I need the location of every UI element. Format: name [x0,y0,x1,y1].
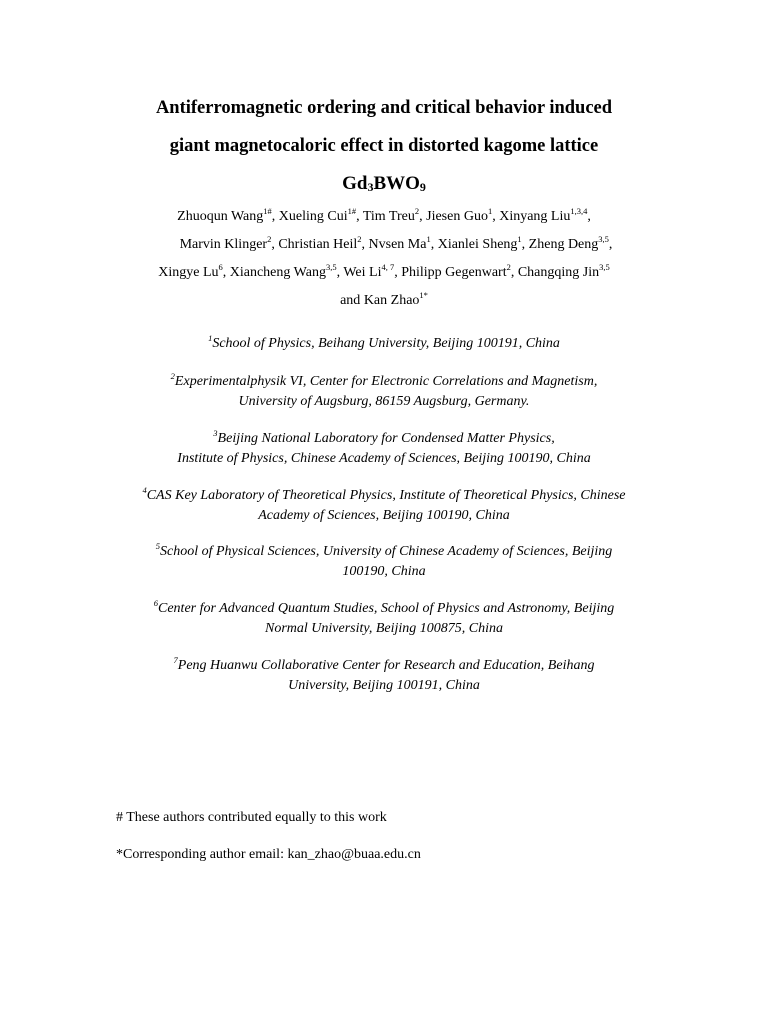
formula-element-gd: Gd [342,173,368,194]
affiliation-5: $^5$School of Physical Sciences, University of Chinese Academy of Sciences, Beijing 100190, China [155,541,613,579]
corresponding-author-note: *Corresponding author email: kan_zhao@buaa.edu.cn [116,847,421,862]
author: Changqing Jin$^{3,5}$ [517,262,610,280]
title-formula [0,173,768,195]
author: Philipp Gegenwart$^2$, [401,262,518,280]
author: Tim Treu$^2$, [362,206,427,224]
author: Xinyang Liu$^{1,3,4}$, [499,206,591,224]
affiliation-3: $^3$Beijing National Laboratory for Condensed Matter Physics, Institute of Physics, Chinese Academy of Sciences, Beijing 100190, China [177,428,591,466]
formula-subscript-3: 3 [367,180,374,194]
formula-element-bwo: BWO [373,173,420,194]
author: Christian Heil$^2$, [278,234,369,252]
affiliation-4: $^4$CAS Key Laboratory of Theoretical Physics, Institute of Theoretical Physics, Chinese Academy of Sciences, Beijing 100190, China [142,485,626,523]
author: Xiancheng Wang$^{3,5}$, [229,262,344,280]
author: Jiesen Guo$^1$, [426,206,500,224]
formula-subscript-9: 9 [419,180,426,194]
equal-contribution-note: # These authors contributed equally to this work [116,810,387,825]
author: Zheng Deng$^{3,5}$, [528,234,613,252]
author: Wei Li$^{4, 7}$, [343,262,402,280]
title-line-2: giant magnetocaloric effect in distorted kagome lattice [169,136,599,156]
author: Xianlei Sheng$^1$, [437,234,529,252]
affiliation-2: $^2$Experimentalphysik VI, Center for Electronic Correlations and Magnetism, University of Augsburg, 86159 Augsburg, Germany. [170,371,598,409]
author: Xueling Cui$^{1\#}$, [278,206,363,224]
affiliation-1: $^1$School of Physics, Beihang University, Beijing 100191, China [208,333,560,351]
affiliation-7: $^7$Peng Huanwu Collaborative Center for Research and Education, Beihang University, Beijing 100191, China [173,655,595,693]
author: Xingye Lu$^6$, [158,262,230,280]
title-line-1: Antiferromagnetic ordering and critical behavior induced [155,98,613,118]
author: Zhuoqun Wang$^{1\#}$, [177,206,279,224]
author: Marvin Klinger$^2$, [179,234,279,252]
author-line-4 [0,292,768,310]
author: and Kan Zhao$^{1*}$ [340,290,428,308]
author-line-2 [12,236,768,254]
author-line-3 [0,264,768,282]
affiliation-6: $^6$Center for Advanced Quantum Studies, School of Physics and Astronomy, Beijing Normal University, Beijing 100875, China [153,598,615,636]
author: Nvsen Ma$^1$, [368,234,438,252]
author-line-1 [0,208,768,226]
